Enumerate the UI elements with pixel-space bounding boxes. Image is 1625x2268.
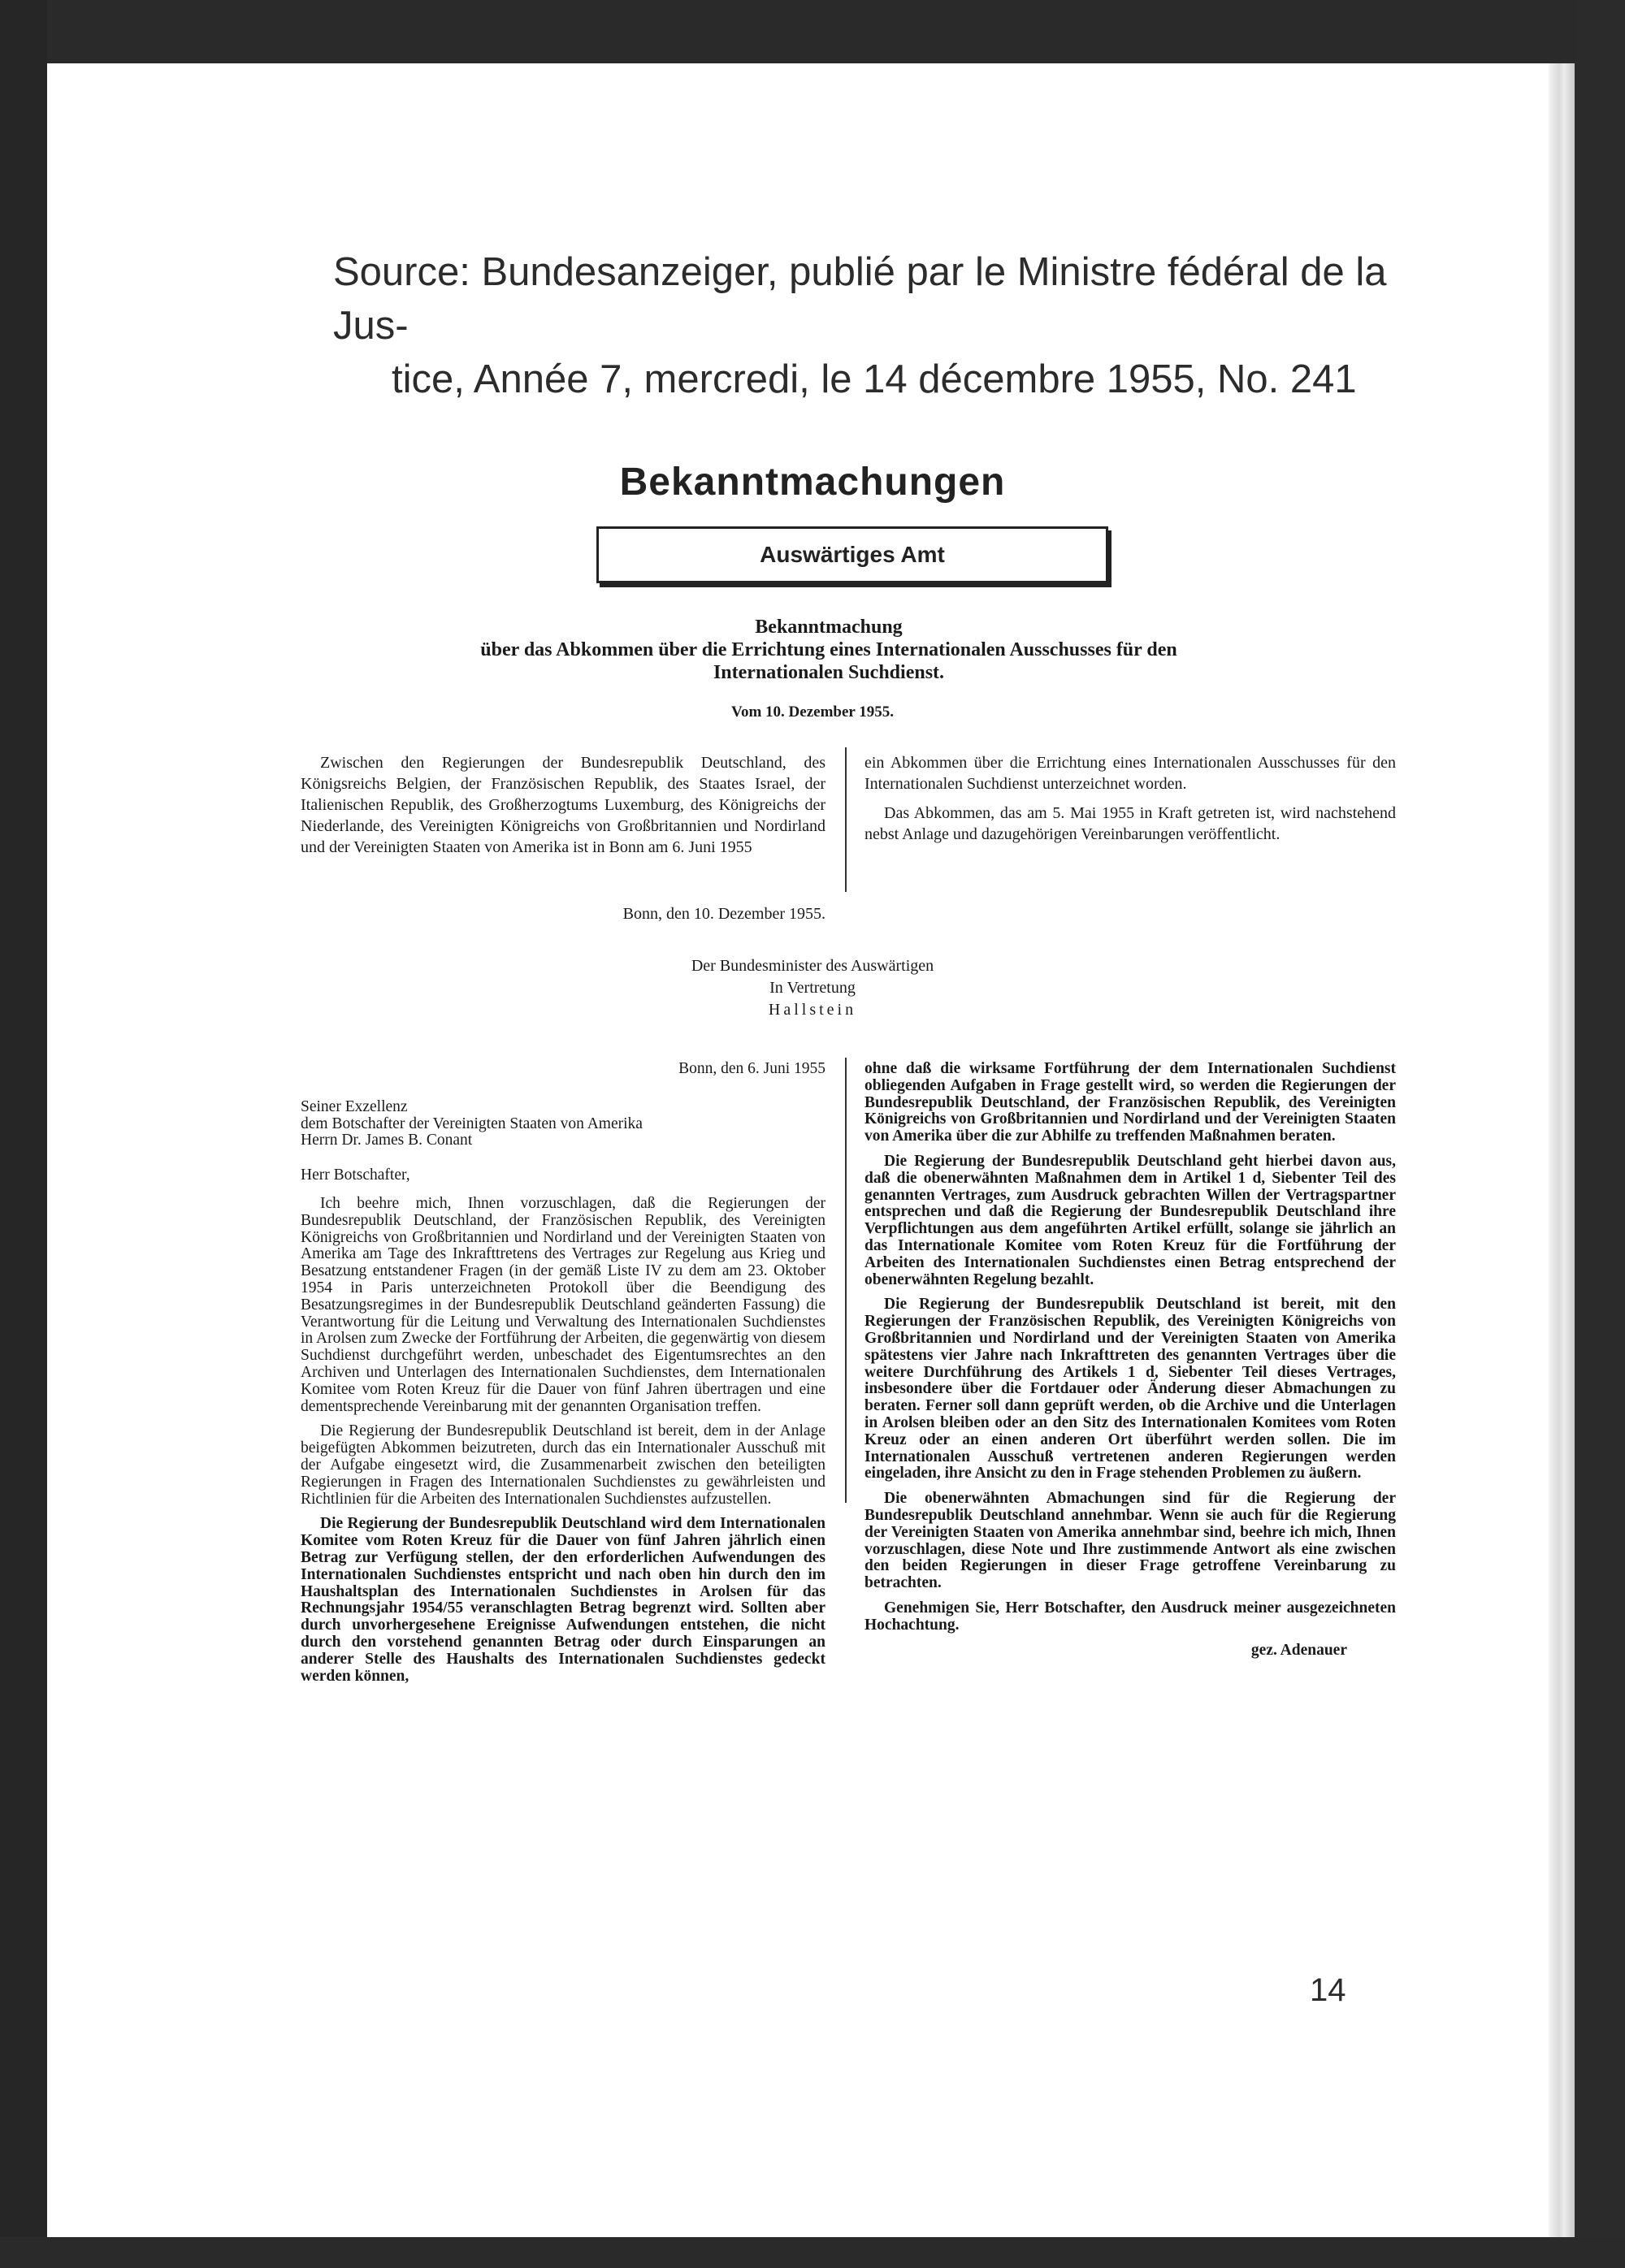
scan-border-bottom [0, 2237, 1625, 2268]
title-line-3: Internationalen Suchdienst. [713, 662, 945, 683]
signer-title: Der Bundesminister des Auswärtigen [691, 957, 934, 975]
letter-paragraph-7: Die obenerwähnten Abmachungen sind für die Regierung der Bundesrepublik Deutschland annehmbar. Wenn sie auch für die Regierung der Vereinigten Staaten von Amerika annehmbar sind, beehre ich mich, Ihnen vorzuschlagen, diese Note und Ihre zustimmende Antwort als eine zwischen den beiden Regierungen in dieser Frage getroffene Vereinbarung zu betrachten. [864, 1490, 1396, 1592]
ministry-label: Auswärtiges Amt [760, 542, 945, 567]
letter-left-column [301, 1061, 826, 1693]
ministry-box [596, 526, 1108, 583]
letter-salutation: Herr Botschafter, [301, 1166, 410, 1184]
source-citation [333, 245, 1389, 406]
intro-right-column [864, 752, 1396, 853]
intro-right-paragraph-1: ein Abkommen über die Errichtung eines Internationalen Ausschusses für den Internationalen Suchdienst unterzeichnet worden. [864, 754, 1396, 793]
title-line-2: über das Abkommen über die Errichtung eines Internationalen Ausschusses für den [480, 639, 1177, 660]
addressee-line-1: Seiner Exzellenz [301, 1097, 408, 1115]
signer-role: In Vertretung [769, 979, 856, 997]
page-number: 14 [1310, 1972, 1346, 2008]
section-heading: Bekanntmachungen [619, 461, 1006, 504]
column-divider-letter [845, 1058, 847, 1503]
announcement-title [325, 616, 1332, 684]
signer-name: Hallstein [768, 1001, 857, 1019]
letter-signature: gez. Adenauer [1250, 1641, 1347, 1659]
source-line-2: tice, Année 7, mercredi, le 14 décembre 1955, No. 241 [392, 357, 1357, 401]
title-line-1: Bekanntmachung [755, 617, 903, 638]
addressee-line-2: dem Botschafter der Vereinigten Staaten von Amerika [301, 1115, 643, 1132]
letter-date: Bonn, den 6. Juni 1955 [678, 1060, 826, 1077]
source-line-1: Source: Bundesanzeiger, publié par le Ministre fédéral de la Jus- [333, 250, 1387, 348]
letter-paragraph-1: Ich beehre mich, Ihnen vorzuschlagen, daß die Regierungen der Bundesrepublik Deutschland, der Französischen Republik, des Vereinigten Königreichs von Großbritannien und Nordirland und der Vereinigten Staaten von Amerika am Tage des Inkrafttretens des Vertrages zur Regelung aus Krieg und Besatzung entstandener Fragen (in der gemäß Liste IV zu dem am 23. Oktober 1954 in Paris unterzeichneten Protokoll über die Beendigung des Besatzungsregimes in der Bundesrepublik Deutschland geänderten Fassung) die Verantwortung für die Leitung und Verwaltung des Internationalen Suchdienstes in Arolsen zum Zwecke der Fortführung der Arbeiten, die gegenwärtig von diesem Suchdienst durchgeführt werden, unbeschadet des Eigentumsrechtes an den Archiven und Unterlagen des Internationalen Suchdienstes, dem Internationalen Komitee vom Roten Kreuz für die Dauer von fünf Jahren übertragen und eine dementsprechende Vereinbarung mit der genannten Organisation treffen. [301, 1194, 826, 1415]
letter-closing: Genehmigen Sie, Herr Botschafter, den Ausdruck meiner ausgezeichneten Hochachtung. [864, 1599, 1396, 1634]
letter-paragraph-5: Die Regierung der Bundesrepublik Deutschland geht hierbei davon aus, daß die obenerwähnten Maßnahmen dem in Artikel 1 d, Siebenter Teil des genannten Vertrages, zum Ausdruck gebrachten Willen der Vertragspartner entsprechen und daß die Regierung der Bundesrepublik Deutschland ihre Verpflichtungen aus dem angeführten Artikel erfüllt, solange sie jährlich an das Internationale Komitee vom Roten Kreuz für die Fortführung der Arbeiten des Internationalen Suchdienstes einen Betrag entsprechend der obenerwähnten Regelung bezahlt. [864, 1152, 1396, 1288]
intro-left-paragraph: Zwischen den Regierungen der Bundesrepublik Deutschland, des Königsreichs Belgien, der Französischen Republik, des Staates Israel, der Italienischen Republik, des Großherzogtums Luxemburg, des Königreichs der Niederlande, des Vereinigten Königreichs von Großbritannien und Nordirland und der Vereinigten Staaten von Amerika ist in Bonn am 6. Juni 1955 [301, 754, 826, 856]
letter-paragraph-4: ohne daß die wirksame Fortführung der dem Internationalen Suchdienst obliegenden Aufgaben in Frage gestellt wird, so werden die Regierungen der Bundesrepublik Deutschland, der Französischen Republik, des Vereinigten Königreichs von Großbritannien und Nordirland und der Vereinigten Staaten von Amerika über die zur Abhilfe zu treffenden Maßnahmen beraten. [864, 1060, 1396, 1145]
intro-right-paragraph-2: Das Abkommen, das am 5. Mai 1955 in Kraft getreten ist, wird nachstehend nebst Anlage und dazugehörigen Vereinbarungen veröffentlicht. [864, 804, 1396, 843]
page-stack-edge [1549, 63, 1575, 2237]
intro-left-column [301, 752, 826, 866]
place-date: Bonn, den 10. Dezember 1955. [622, 905, 826, 923]
column-divider [845, 747, 847, 892]
signature-block [0, 955, 1625, 1021]
scan-border-left [0, 0, 47, 2268]
scan-border-right [1575, 0, 1625, 2268]
addressee-line-3: Herrn Dr. James B. Conant [301, 1132, 473, 1149]
letter-paragraph-2: Die Regierung der Bundesrepublik Deutschland ist bereit, dem in der Anlage beigefügten Abkommen beizutreten, durch das ein Internationaler Ausschuß mit der Aufgabe eingesetzt wird, die Zusammenarbeit zwischen den beteiligten Regierungen in Fragen des Internationalen Suchdienstes zu gewährleisten und Richtlinien für die Arbeiten des Internationalen Suchdienstes aufzustellen. [301, 1422, 826, 1508]
scan-border-top [0, 0, 1625, 63]
letter-paragraph-6: Die Regierung der Bundesrepublik Deutschland ist bereit, mit den Regierungen der Französischen Republik, des Vereinigten Königreichs von Großbritannien und Nordirland und der Vereinigten Staaten von Amerika spätestens vier Jahre nach Inkrafttreten des genannten Vertrages über die weitere Durchführung des Artikels 1 d, Siebenter Teil dieses Vertrages, insbesondere über die Fortdauer oder Änderung dieser Abmachungen zu beraten. Ferner soll dann geprüft werden, ob die Archive und die Unterlagen in Arolsen bleiben oder an den Sitz des Internationalen Komitees vom Roten Kreuz oder an einen anderen Ort überführt werden sollen. Die im Internationalen Ausschuß vertretenen anderen Regierungen werden eingeladen, ihre Ansicht zu den in Frage stehenden Problemen zu äußern. [864, 1296, 1396, 1482]
letter-paragraph-3: Die Regierung der Bundesrepublik Deutschland wird dem Internationalen Komitee vom Roten Kreuz für die Dauer von fünf Jahren jährlich einen Betrag zur Verfügung stellen, der den erforderlichen Aufwendungen des Internationalen Suchdienstes entspricht und nach oben hin durch den im Haushaltsplan des Internationalen Suchdienstes in Arolsen für das Rechnungsjahr 1954/55 veranschlagten Betrag begrenzt wird. Sollten aber durch unvorhergesehene Ereignisse Aufwendungen entstehen, die nicht durch den vorstehend genannten Betrag oder durch Einsparungen an anderer Stelle des Haushalts des Internationalen Suchdienstes gedeckt werden können, [301, 1515, 826, 1685]
announcement-date: Vom 10. Dezember 1955. [731, 703, 894, 721]
letter-right-column [864, 1061, 1396, 1667]
